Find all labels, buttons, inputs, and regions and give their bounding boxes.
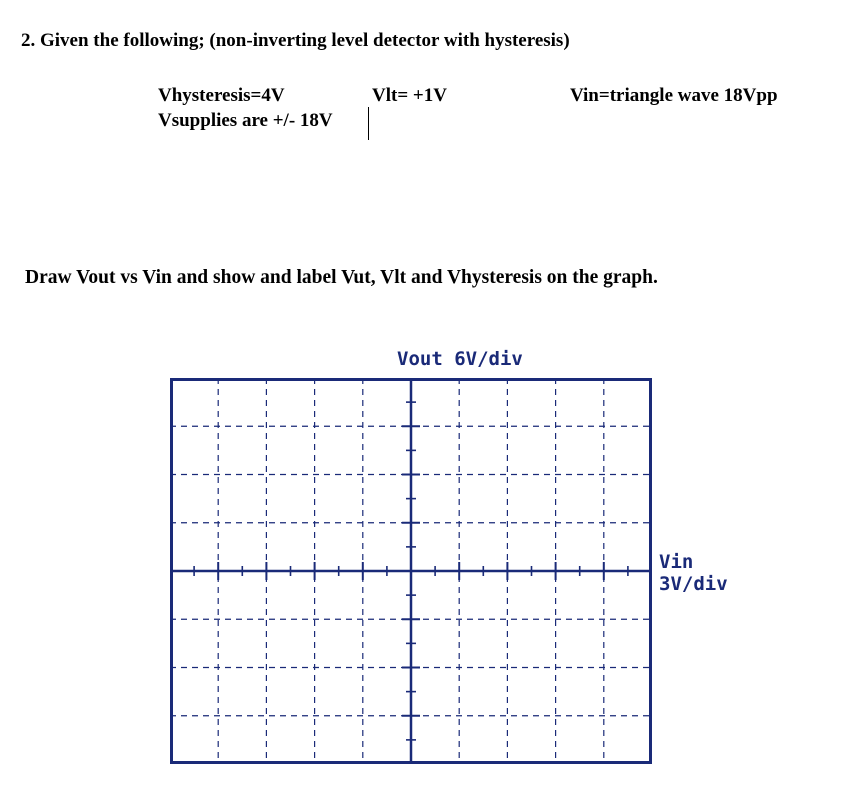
given-vlt: Vlt= +1V: [372, 85, 447, 106]
question-title: 2. Given the following; (non-inverting level detector with hysteresis): [21, 30, 570, 51]
vin-axis-label: Vin: [659, 551, 694, 573]
graticule-axes: [170, 378, 652, 764]
oscilloscope-graticule[interactable]: [170, 378, 652, 764]
vout-axis-label: Vout 6V/div: [397, 348, 523, 370]
instruction-text: Draw Vout vs Vin and show and label Vut, Vlt and Vhysteresis on the graph.: [25, 267, 658, 288]
given-supplies: Vsupplies are +/- 18V: [158, 110, 333, 131]
given-vin: Vin=triangle wave 18Vpp: [570, 85, 778, 106]
given-vhysteresis: Vhysteresis=4V: [158, 85, 285, 106]
vin-scale-label: 3V/div: [659, 573, 728, 595]
text-cursor: [368, 107, 369, 140]
